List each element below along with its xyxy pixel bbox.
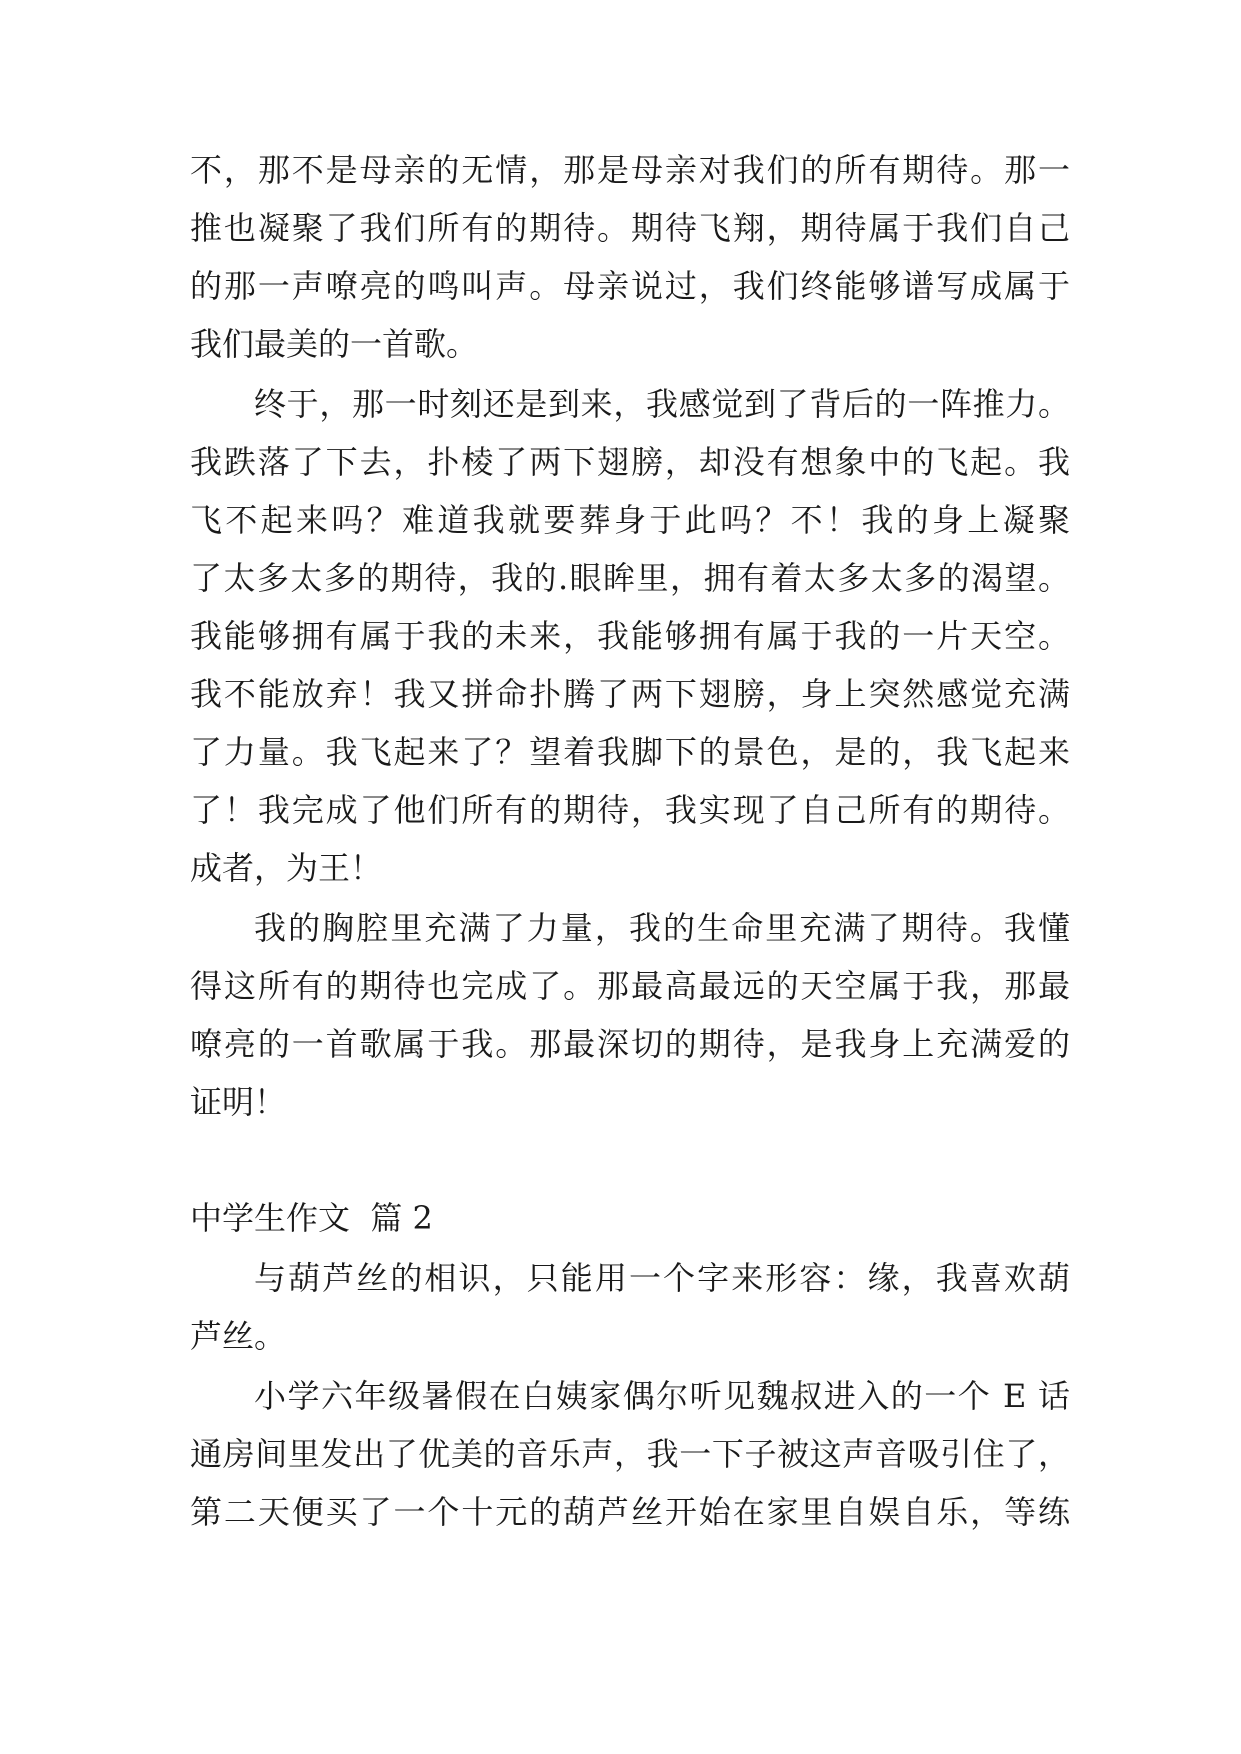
section-title: 中学生作文 篇 2 [190, 1199, 433, 1237]
paragraph-line: 我不能放弃！我又拼命扑腾了两下翅膀，身上突然感觉充满 [190, 675, 1070, 713]
paragraph-line: 通房间里发出了优美的音乐声，我一下子被这声音吸引住了， [190, 1435, 1070, 1473]
paragraph-line: 的那一声嘹亮的鸣叫声。母亲说过，我们终能够谱写成属于 [190, 267, 1070, 305]
paragraph-line: 了太多太多的期待，我的.眼眸里，拥有着太多太多的渴望。 [190, 559, 1070, 597]
paragraph-line: 终于，那一时刻还是到来，我感觉到了背后的一阵推力。 [254, 385, 1070, 423]
paragraph-line: 我们最美的一首歌。 [190, 325, 479, 363]
paragraph-line: 证明！ [190, 1083, 287, 1121]
paragraph-line: 与葫芦丝的相识，只能用一个字来形容：缘，我喜欢葫 [254, 1259, 1070, 1297]
paragraph-line: 了力量。我飞起来了？望着我脚下的景色，是的，我飞起来 [190, 733, 1070, 771]
paragraph-line: 不，那不是母亲的无情，那是母亲对我们的所有期待。那一 [190, 151, 1070, 189]
paragraph-line: 飞不起来吗？难道我就要葬身于此吗？不！我的身上凝聚 [190, 501, 1070, 539]
paragraph-line: 第二天便买了一个十元的葫芦丝开始在家里自娱自乐，等练 [190, 1493, 1070, 1531]
paragraph-line: 推也凝聚了我们所有的期待。期待飞翔，期待属于我们自己 [190, 209, 1070, 247]
paragraph-line: 小学六年级暑假在白姨家偶尔听见魏叔进入的一个 E 话 [254, 1377, 1070, 1415]
paragraph-line: 了！我完成了他们所有的期待，我实现了自己所有的期待。 [190, 791, 1070, 829]
paragraph-line: 我能够拥有属于我的未来，我能够拥有属于我的一片天空。 [190, 617, 1070, 655]
paragraph-line: 得这所有的期待也完成了。那最高最远的天空属于我，那最 [190, 967, 1070, 1005]
paragraph-line: 成者，为王！ [190, 849, 383, 887]
paragraph-line: 嘹亮的一首歌属于我。那最深切的期待，是我身上充满爱的 [190, 1025, 1070, 1063]
paragraph-line: 芦丝。 [190, 1317, 287, 1355]
paragraph-line: 我跌落了下去，扑棱了两下翅膀，却没有想象中的飞起。我 [190, 443, 1070, 481]
paragraph-line: 我的胸腔里充满了力量，我的生命里充满了期待。我懂 [254, 909, 1070, 947]
